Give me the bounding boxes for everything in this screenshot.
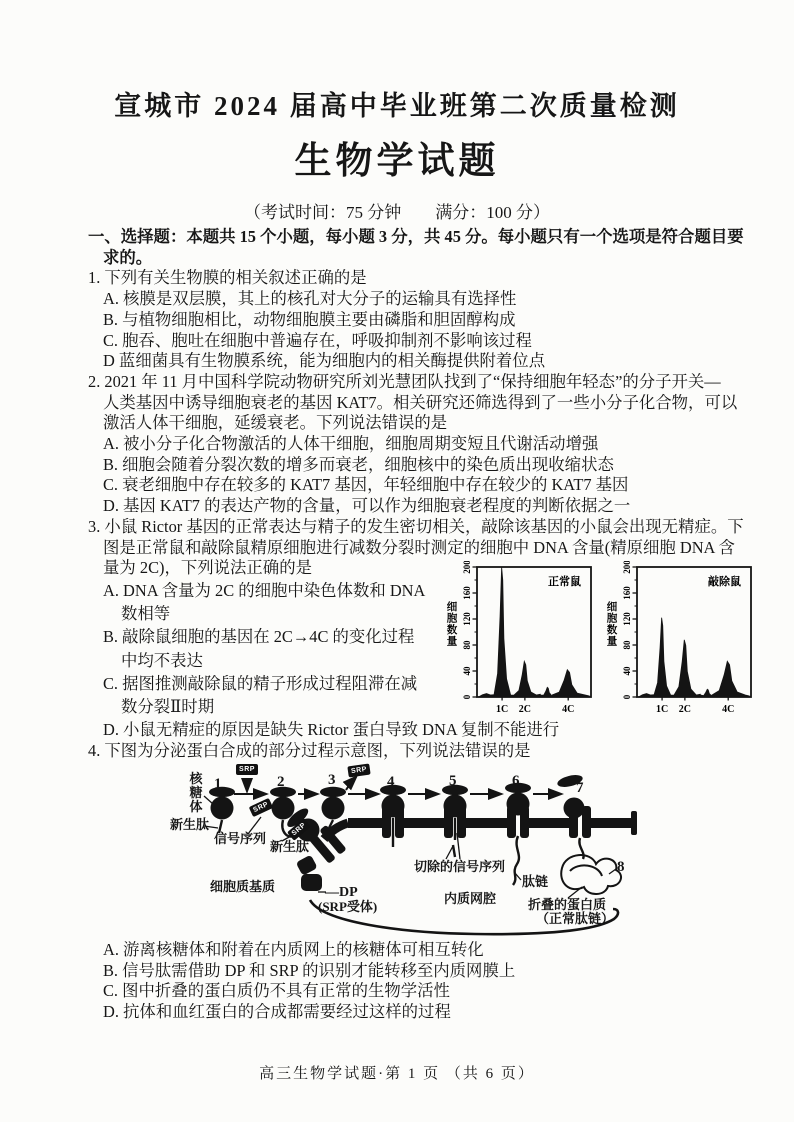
subject-title: 生物学试题 <box>294 141 500 182</box>
chart-title: 正常鼠 <box>548 576 581 588</box>
q1-option-a: A. 核膜是双层膜，其上的核孔对大分子的运输具有选择性 <box>103 289 517 309</box>
q1-option-d: D 蓝细菌具有生物膜系统，能为细胞内的相关酶提供附着位点 <box>103 351 546 371</box>
q4-option-d: D. 抗体和血红蛋白的合成都需要经过这样的过程 <box>103 1002 451 1022</box>
y-tick-label: 80 <box>462 640 472 650</box>
x-tick-label: 2C <box>678 704 691 715</box>
y-tick-label: 120 <box>622 612 632 626</box>
q2-option-b: B. 细胞会随着分裂次数的增多而衰老，细胞核中的染色质出现收缩状态 <box>103 454 614 474</box>
dna-histogram-knockout-mouse <box>597 561 757 729</box>
q2-option-c: C. 衰老细胞中存在较多的 KAT7 基因，年轻细胞中存在较少的 KAT7 基因 <box>103 475 629 495</box>
x-tick-label: 4C <box>562 704 575 715</box>
srp-icon: SRP <box>347 764 370 778</box>
detached-small-subunit <box>564 798 585 819</box>
y-axis-label: 细胞数量 <box>446 602 458 648</box>
nascent-peptide-label-1: 新生肽 <box>170 817 210 832</box>
q3-option-c-line2: 数分裂Ⅱ时期 <box>121 696 215 716</box>
dna-histogram-normal-mouse <box>437 561 597 729</box>
histogram-series <box>639 618 750 697</box>
section-header-line1: 一、选择题：本题共 15 个小题，每小题 3 分，共 45 分。每小题只有一个选项是符合题目要 <box>88 227 744 246</box>
y-tick-label: 40 <box>622 666 632 676</box>
y-axis-label: 细胞数量 <box>606 602 618 648</box>
nascent-peptide-label-2: 新生肽 <box>270 839 310 854</box>
step-1: 1 <box>214 776 222 792</box>
y-tick-label: 0 <box>622 694 632 700</box>
er-lumen-label: 内质网腔 <box>444 891 497 906</box>
q4-option-a: A. 游离核糖体和附着在内质网上的核糖体可相互转化 <box>103 940 484 960</box>
y-tick-label: 0 <box>462 694 472 700</box>
q2-stem-line3: 激活人体干细胞，延缓衰老。下列说法错误的是 <box>103 413 448 433</box>
y-tick-label: 80 <box>622 640 632 650</box>
dna-histogram-normal-mouse-plot <box>437 561 597 729</box>
q2-stem-line2: 人类基因中诱导细胞衰老的基因 KAT7。相关研究还筛选得到了一些小分子化合物，可以 <box>103 392 738 412</box>
step-7: 7 <box>576 780 584 796</box>
chart-title: 敲除鼠 <box>708 576 741 588</box>
folded-protein <box>561 855 621 894</box>
dna-histogram-knockout-mouse-plot <box>597 561 757 729</box>
q3-option-d: D. 小鼠无精症的原因是缺失 Rictor 蛋白导致 DNA 复制不能进行 <box>103 720 560 740</box>
ribosome-label: 核糖体 <box>189 771 203 814</box>
q3-option-c-line1: C. 据图推测敲除鼠的精子形成过程阻滞在减 <box>103 673 418 693</box>
srp-icon: SRP <box>249 798 274 817</box>
secretory-protein-diagram <box>170 756 650 946</box>
q3-option-b-line1: B. 敲除鼠细胞的基因在 2C→4C 的变化过程 <box>103 627 415 647</box>
folded-protein-label-2: （正常肽链） <box>536 911 615 926</box>
srp-icon: SRP <box>236 764 258 775</box>
y-tick-label: 160 <box>462 586 472 600</box>
q3-stem-line3: 量为 2C)，下列说法正确的是 <box>103 558 312 578</box>
y-tick-label: 200 <box>462 561 472 574</box>
folded-protein-label-1: 折叠的蛋白质 <box>528 897 607 912</box>
step-2: 2 <box>277 774 285 790</box>
y-tick-label: 160 <box>622 586 632 600</box>
page-footer: 高三生物学试题·第 1 页 （共 6 页） <box>259 1066 535 1082</box>
q4-option-b: B. 信号肽需借助 DP 和 SRP 的识别才能转移至内质网膜上 <box>103 960 516 980</box>
y-tick-label: 120 <box>462 612 472 626</box>
q3-stem-line1: 3. 小鼠 Rictor 基因的正常表达与精子的发生密切相关，敲除该基因的小鼠会出现无精症。下 <box>88 516 744 536</box>
q3-option-b-line2: 中均不表达 <box>121 650 203 670</box>
x-tick-label: 4C <box>722 704 735 715</box>
exam-info: （考试时间：75 分钟 满分：100 分） <box>244 203 550 222</box>
step-5: 5 <box>449 773 457 789</box>
signal-sequence-label: 信号序列 <box>214 831 267 846</box>
section-header-line2: 求的。 <box>103 247 153 267</box>
q2-option-d: D. 基因 KAT7 的表达产物的含量，可以作为细胞衰老程度的判断依据之一 <box>103 496 631 516</box>
peptide-chain-label: 肽链 <box>522 874 549 889</box>
x-tick-label: 1C <box>495 704 509 715</box>
srp-icon: SRP <box>287 818 311 841</box>
q4-stem: 4. 下图为分泌蛋白合成的部分过程示意图，下列说法错误的是 <box>88 741 531 761</box>
q1-option-c: C. 胞吞、胞吐在细胞中普遍存在，呼吸抑制剂不影响该过程 <box>103 330 532 350</box>
srp-receptor-label: (SRP受体) <box>318 899 378 914</box>
cytosol-label: 细胞质基质 <box>210 879 276 894</box>
q2-stem-line1: 2. 2021 年 11 月中国科学院动物研究所刘光慧团队找到了“保持细胞年轻态”的分子开关— <box>88 371 721 391</box>
y-tick-label: 200 <box>622 561 632 574</box>
cleaved-signal-label: 切除的信号序列 <box>414 859 506 874</box>
q3-option-a-line2: 数相等 <box>121 604 171 624</box>
srp-receptor-dp <box>296 855 322 891</box>
q1-stem: 1. 下列有关生物膜的相关叙述正确的是 <box>88 268 367 288</box>
q3-stem-line2: 图是正常鼠和敲除鼠精原细胞进行减数分裂时测定的细胞中 DNA 含量(精原细胞 DNA 含 <box>103 537 735 557</box>
x-tick-label: 2C <box>518 704 531 715</box>
folded-protein-number: 8 <box>617 859 625 875</box>
q1-option-b: B. 与植物细胞相比，动物细胞膜主要由磷脂和胆固醇构成 <box>103 309 516 329</box>
q2-option-a: A. 被小分子化合物激活的人体干细胞，细胞周期变短且代谢活动增强 <box>103 434 599 454</box>
page-title: 宣城市 2024 届高中毕业班第二次质量检测 <box>114 91 680 121</box>
q4-option-c: C. 图中折叠的蛋白质仍不具有正常的生物学活性 <box>103 981 450 1001</box>
q3-option-a-line1: A. DNA 含量为 2C 的细胞中染色体数和 DNA <box>103 580 426 600</box>
x-tick-label: 1C <box>655 704 669 715</box>
dp-label: —DP <box>325 885 358 900</box>
step-3: 3 <box>328 772 336 788</box>
y-tick-label: 40 <box>462 666 472 676</box>
step-4: 4 <box>387 774 395 790</box>
step-6: 6 <box>512 773 520 789</box>
